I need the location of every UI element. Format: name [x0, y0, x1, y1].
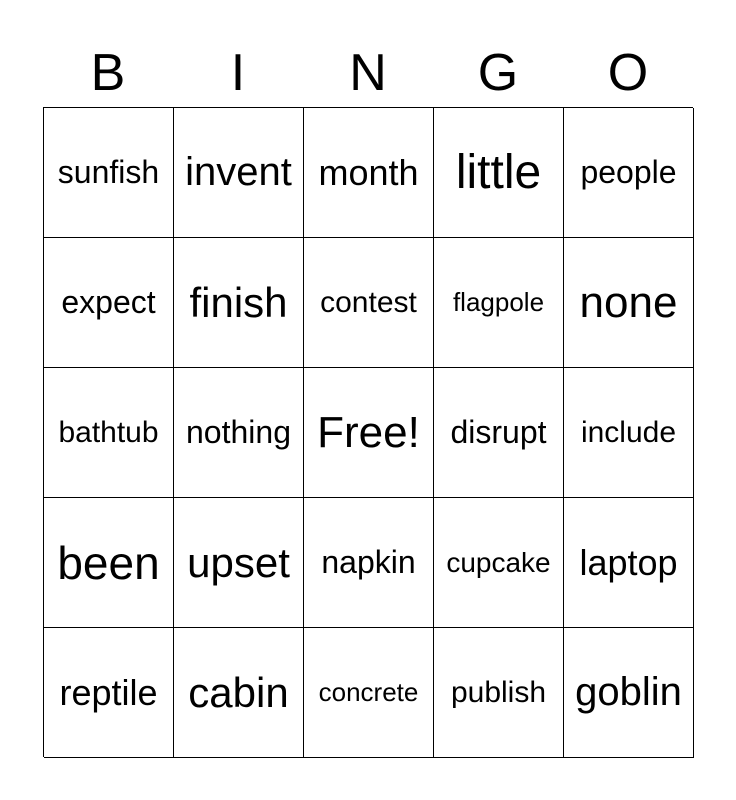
bingo-cell[interactable]: upset: [174, 498, 304, 628]
bingo-cell[interactable]: flagpole: [434, 238, 564, 368]
header-letter-o: O: [607, 44, 649, 102]
bingo-card: [43, 107, 693, 757]
bingo-cell[interactable]: cupcake: [434, 498, 564, 628]
bingo-cell[interactable]: month: [304, 108, 434, 238]
header-letter-i: I: [230, 44, 246, 102]
bingo-cell[interactable]: contest: [304, 238, 434, 368]
header-letter-n: N: [349, 44, 387, 102]
bingo-cell[interactable]: bathtub: [44, 368, 174, 498]
bingo-cell[interactable]: reptile: [44, 628, 174, 758]
bingo-cell[interactable]: sunfish: [44, 108, 174, 238]
bingo-cell[interactable]: goblin: [564, 628, 694, 758]
bingo-cell[interactable]: expect: [44, 238, 174, 368]
bingo-cell[interactable]: disrupt: [434, 368, 564, 498]
bingo-cell[interactable]: finish: [174, 238, 304, 368]
bingo-header: [43, 40, 693, 106]
bingo-cell[interactable]: none: [564, 238, 694, 368]
header-letter-b: B: [90, 44, 126, 102]
bingo-cell[interactable]: been: [44, 498, 174, 628]
bingo-cell[interactable]: concrete: [304, 628, 434, 758]
bingo-cell[interactable]: include: [564, 368, 694, 498]
free-space-cell[interactable]: Free!: [304, 368, 434, 498]
bingo-cell[interactable]: laptop: [564, 498, 694, 628]
header-letter-g: G: [477, 44, 519, 102]
bingo-cell[interactable]: little: [434, 108, 564, 238]
bingo-cell[interactable]: invent: [174, 108, 304, 238]
bingo-cell[interactable]: cabin: [174, 628, 304, 758]
bingo-cell[interactable]: nothing: [174, 368, 304, 498]
bingo-cell[interactable]: publish: [434, 628, 564, 758]
bingo-cell[interactable]: people: [564, 108, 694, 238]
bingo-cell[interactable]: napkin: [304, 498, 434, 628]
